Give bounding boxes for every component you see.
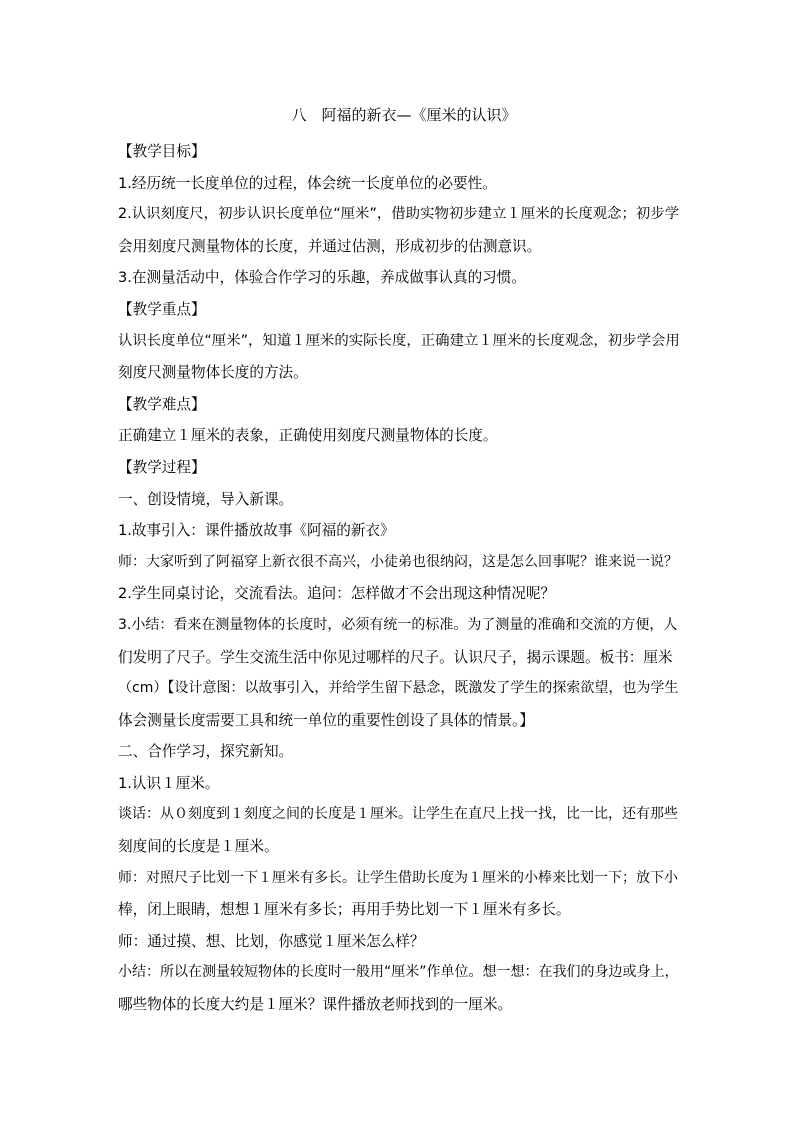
paragraph-line: 刻度尺测量物体长度的方法。 <box>118 364 308 382</box>
paragraph-line: 们发明了尺子。学生交流生活中你见过哪样的尺子。认识尺子，揭示课题。板书：厘米 <box>118 648 673 666</box>
paragraph-line: 师：大家听到了阿福穿上新衣很不高兴，小徒弟也很纳闷，这是怎么回事呢？谁来说一说？ <box>118 553 678 570</box>
paragraph-line: 2.认识刻度尺，初步认识长度单位“厘米”，借助实物初步建立１厘米的长度观念；初步学 <box>118 206 680 223</box>
document-title: 八 阿福的新衣—《厘米的认识》 <box>291 106 517 124</box>
paragraph-line: 刻度间的长度是１厘米。 <box>118 838 279 856</box>
paragraph-line: 1.故事引入：课件播放故事《阿福的新衣》 <box>118 522 395 540</box>
paragraph-line: 师：通过摸、想、比划，你感觉１厘米怎么样？ <box>118 932 425 950</box>
paragraph-line: 2.学生同桌讨论，交流看法。追问：怎样做才不会出现这种情况呢？ <box>118 585 556 603</box>
paragraph-line: 二、合作学习，探究新知。 <box>118 743 294 761</box>
paragraph-line: 体会测量长度需要工具和统一单位的重要性创设了具体的情景。】 <box>118 711 534 729</box>
paragraph-line: （cm）【设计意图：以故事引入，并给学生留下悬念，既激发了学生的探索欲望，也为学生 <box>118 680 679 697</box>
paragraph-line: 会用刻度尺测量物体的长度，并通过估测，形成初步的估测意识。 <box>118 237 542 255</box>
section-heading-key-points: 【教学重点】 <box>118 300 206 318</box>
paragraph-line: 认识长度单位“厘米”，知道１厘米的实际长度，正确建立１厘米的长度观念，初步学会用 <box>118 332 680 349</box>
section-heading-objectives: 【教学目标】 <box>118 143 206 160</box>
paragraph-line: 哪些物体的长度大约是１厘米？课件播放老师找到的一厘米。 <box>118 996 513 1014</box>
document-page <box>118 104 680 1021</box>
paragraph-line: 一、创设情境，导入新课。 <box>118 490 294 508</box>
section-heading-process: 【教学过程】 <box>118 458 206 476</box>
paragraph-line: 棒，闭上眼睛，想想１厘米有多长；再用手势比划一下１厘米有多长。 <box>118 901 571 919</box>
paragraph-line: 1.经历统一长度单位的过程，体会统一长度单位的必要性。 <box>118 174 497 192</box>
paragraph-line: 1.认识１厘米。 <box>118 774 220 792</box>
paragraph-line: 师：对照尺子比划一下１厘米有多长。让学生借助长度为１厘米的小棒来比划一下；放下小 <box>118 869 678 886</box>
paragraph-line: 3.小结：看来在测量物体的长度时，必须有统一的标准。为了测量的准确和交流的方便，人 <box>118 616 678 633</box>
paragraph-line: 谈话：从０刻度到１刻度之间的长度是１厘米。让学生在直尺上找一找，比一比，还有那些 <box>118 806 678 823</box>
paragraph-line: 小结：所以在测量较短物体的长度时一般用“厘米”作单位。想一想：在我们的身边或身上， <box>118 964 679 981</box>
paragraph-line: 正确建立１厘米的表象，正确使用刻度尺测量物体的长度。 <box>118 427 498 445</box>
section-heading-difficulties: 【教学难点】 <box>118 395 206 413</box>
paragraph-line: 3.在测量活动中，体验合作学习的乐趣，养成做事认真的习惯。 <box>118 269 526 287</box>
